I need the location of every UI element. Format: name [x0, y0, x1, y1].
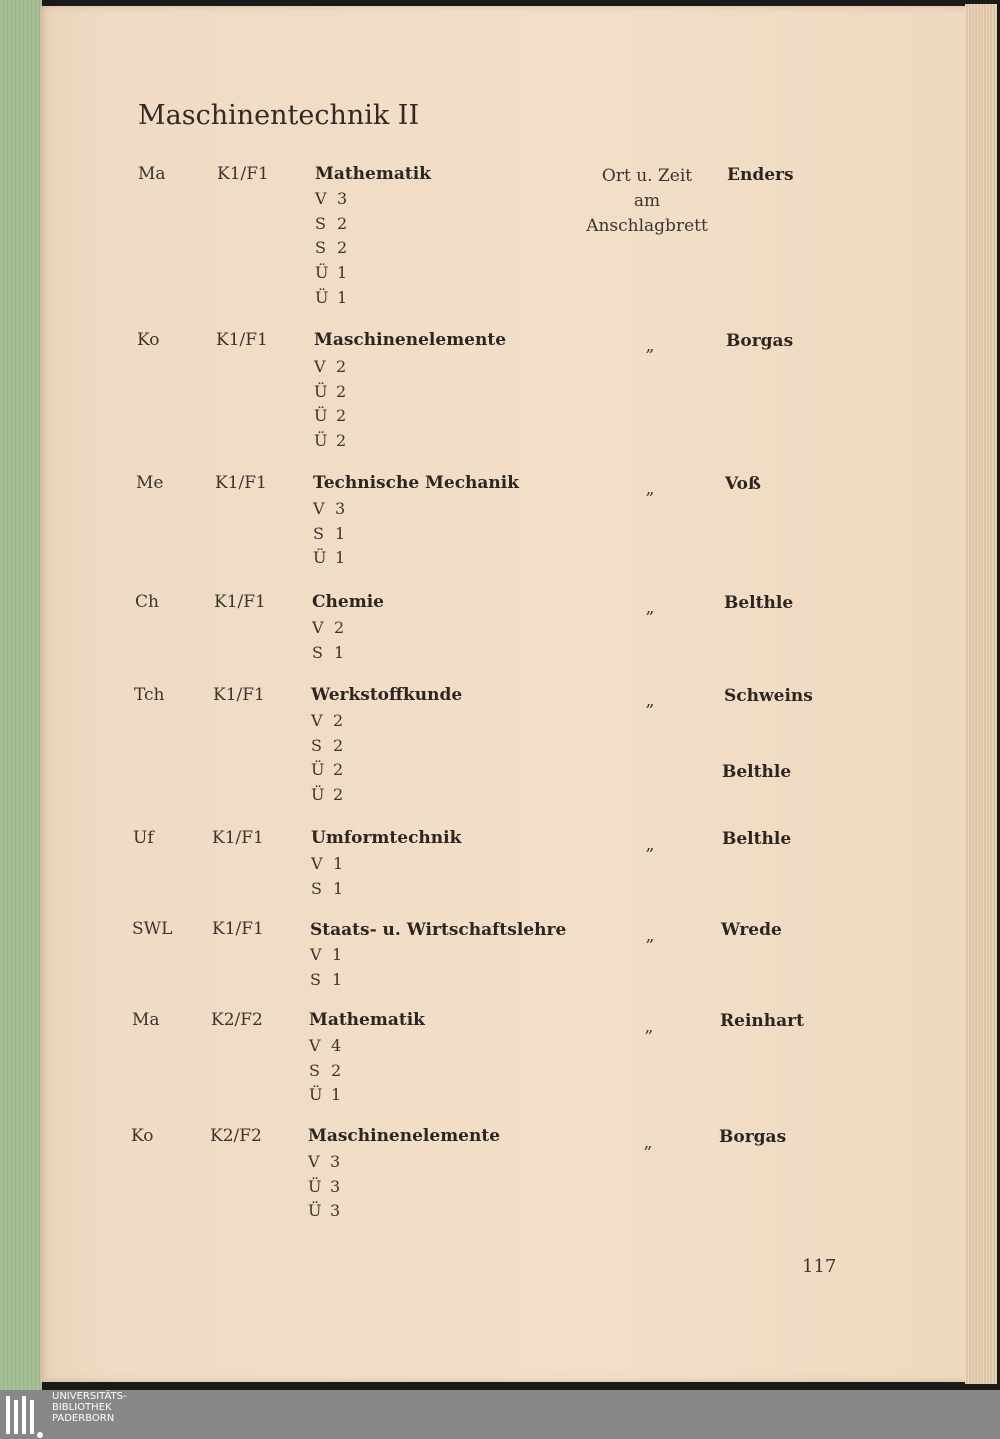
hour-type: Ü	[314, 406, 329, 426]
hour-row	[314, 357, 347, 382]
entry-abbreviation: Uf	[133, 828, 154, 848]
hour-type: V	[310, 945, 323, 964]
hour-count: 1	[331, 1085, 343, 1105]
entry-course: K1/F1	[214, 592, 266, 612]
entry-hours	[314, 357, 347, 456]
entry-hours	[311, 854, 344, 903]
entry-hours	[309, 1036, 342, 1110]
page-title: Maschinentechnik II	[138, 100, 420, 131]
hour-type: Ü	[314, 431, 329, 451]
entry-abbreviation: Tch	[134, 685, 165, 705]
hour-count: 1	[332, 969, 344, 989]
entry-course: K1/F1	[215, 473, 267, 493]
hour-count: 3	[330, 1176, 342, 1196]
hour-type: S	[315, 238, 327, 258]
page-number: 117	[802, 1256, 837, 1277]
ditto-mark: „	[645, 835, 655, 855]
hour-type: Ü	[309, 1085, 324, 1105]
entry-subject: Mathematik	[309, 1010, 425, 1030]
entry-subject: Mathematik	[315, 164, 431, 184]
entry-course: K1/F1	[212, 919, 264, 939]
entry-abbreviation: Ko	[137, 330, 160, 350]
hour-type: V	[311, 854, 324, 873]
entry-course: K1/F1	[216, 330, 268, 350]
hour-count: 2	[334, 618, 346, 637]
entry-subject: Staats- u. Wirtschaftslehre	[310, 920, 567, 940]
hour-row	[315, 263, 348, 288]
ditto-mark: „	[645, 691, 655, 711]
hour-count: 1	[337, 287, 349, 307]
hour-type: V	[314, 357, 327, 376]
hour-row	[315, 288, 348, 313]
hour-type: S	[313, 523, 325, 543]
hour-count: 2	[333, 785, 345, 805]
entry-abbreviation: Me	[136, 473, 164, 493]
entry-teacher: Borgas	[726, 331, 794, 351]
page-edges	[965, 4, 997, 1384]
hour-row	[313, 499, 346, 524]
hour-count: 1	[335, 523, 347, 543]
hour-count: 3	[337, 189, 349, 208]
hour-type: V	[309, 1036, 322, 1055]
entry-abbreviation: Ko	[131, 1126, 154, 1146]
ditto-mark: „	[643, 1133, 653, 1153]
place-note	[567, 164, 727, 239]
hour-row	[309, 1036, 342, 1061]
hour-type: Ü	[314, 381, 329, 401]
hour-count: 2	[336, 431, 348, 451]
hour-row	[308, 1177, 341, 1202]
hour-row	[311, 854, 344, 879]
hour-type: Ü	[308, 1201, 323, 1221]
hour-type: V	[308, 1152, 321, 1171]
hour-row	[308, 1152, 341, 1177]
library-logo-text	[52, 1391, 127, 1424]
hour-type: Ü	[311, 760, 326, 780]
hour-count: 4	[331, 1036, 343, 1055]
entry-teacher: Reinhart	[720, 1011, 804, 1031]
hour-row	[312, 643, 345, 668]
hour-count: 2	[336, 381, 348, 401]
hour-row	[308, 1201, 341, 1226]
hour-count: 2	[336, 406, 348, 426]
hour-row	[315, 238, 348, 263]
hour-count: 2	[333, 711, 345, 730]
entry-teacher: Schweins	[724, 686, 813, 706]
hour-row	[311, 760, 344, 785]
entry-hours	[311, 711, 344, 810]
library-footer	[0, 1390, 1000, 1439]
hour-row	[313, 524, 346, 549]
hour-count: 2	[333, 735, 345, 755]
hour-type: V	[311, 711, 324, 730]
hour-row	[310, 970, 343, 995]
hour-row	[315, 214, 348, 239]
hour-type: S	[311, 878, 323, 898]
hour-type: S	[315, 213, 327, 233]
hour-type: Ü	[311, 785, 326, 805]
hour-row	[310, 945, 343, 970]
place-note-line: am	[633, 191, 661, 211]
hour-row	[311, 785, 344, 810]
entry-abbreviation: SWL	[132, 919, 173, 939]
hour-count: 2	[336, 357, 348, 376]
hour-count: 3	[330, 1201, 342, 1221]
hour-type: Ü	[315, 263, 330, 283]
hour-count: 1	[337, 263, 349, 283]
hour-row	[313, 548, 346, 573]
book-page	[40, 6, 970, 1382]
library-line: BIBLIOTHEK	[52, 1402, 112, 1413]
hour-count: 3	[330, 1152, 342, 1171]
entry-teacher-secondary: Belthle	[722, 762, 792, 782]
entry-course: K1/F1	[212, 828, 264, 848]
library-line: PADERBORN	[52, 1413, 115, 1424]
entry-subject: Maschinenelemente	[308, 1126, 501, 1146]
entry-course: K1/F1	[217, 164, 269, 184]
hour-count: 1	[332, 945, 344, 964]
hour-count: 1	[334, 642, 346, 662]
hour-count: 2	[333, 760, 345, 780]
entry-teacher: Belthle	[722, 829, 792, 849]
hour-row	[315, 189, 348, 214]
entry-teacher: Voß	[725, 474, 761, 494]
entry-subject: Technische Mechanik	[313, 473, 520, 493]
hour-row	[312, 618, 345, 643]
hour-count: 1	[333, 878, 345, 898]
hour-type: S	[309, 1060, 321, 1080]
book-binding	[0, 0, 42, 1390]
hour-type: Ü	[315, 287, 330, 307]
hour-count: 3	[335, 499, 347, 518]
hour-count: 1	[333, 854, 345, 873]
hour-row	[314, 382, 347, 407]
entry-teacher: Enders	[727, 165, 794, 185]
ditto-mark: „	[645, 336, 655, 356]
ditto-mark: „	[645, 926, 655, 946]
hour-type: V	[312, 618, 325, 637]
hour-count: 2	[331, 1060, 343, 1080]
hour-type: S	[311, 735, 323, 755]
hour-type: S	[312, 642, 324, 662]
hour-type: Ü	[308, 1176, 323, 1196]
hour-row	[309, 1061, 342, 1086]
hour-row	[309, 1085, 342, 1110]
hour-type: Ü	[313, 548, 328, 568]
entry-abbreviation: Ma	[138, 164, 166, 184]
entry-subject: Umformtechnik	[311, 828, 462, 848]
ditto-mark: „	[645, 479, 655, 499]
entry-course: K2/F2	[211, 1010, 263, 1030]
entry-hours	[313, 499, 346, 573]
entry-abbreviation: Ch	[135, 592, 159, 612]
entry-subject: Chemie	[312, 592, 384, 612]
entry-teacher: Borgas	[719, 1127, 787, 1147]
hour-row	[314, 431, 347, 456]
hour-type: V	[315, 189, 328, 208]
hour-count: 2	[337, 238, 349, 258]
place-note-line: Anschlagbrett	[586, 216, 708, 236]
ditto-mark: „	[645, 598, 655, 618]
entry-subject: Werkstoffkunde	[311, 685, 463, 705]
entry-abbreviation: Ma	[132, 1010, 160, 1030]
hour-row	[311, 879, 344, 904]
entry-course: K1/F1	[213, 685, 265, 705]
hour-count: 1	[335, 548, 347, 568]
entry-hours	[312, 618, 345, 667]
hour-row	[314, 406, 347, 431]
hour-row	[311, 736, 344, 761]
entry-hours	[308, 1152, 341, 1226]
ditto-mark: „	[644, 1017, 654, 1037]
entry-hours	[310, 945, 343, 994]
entry-subject: Maschinenelemente	[314, 330, 507, 350]
hour-count: 2	[337, 213, 349, 233]
library-line: UNIVERSITÄTS-	[52, 1391, 127, 1402]
hour-row	[311, 711, 344, 736]
hour-type: S	[310, 969, 322, 989]
entry-teacher: Wrede	[721, 920, 782, 940]
place-note-line: Ort u. Zeit	[601, 166, 693, 186]
entry-course: K2/F2	[210, 1126, 262, 1146]
entry-teacher: Belthle	[724, 593, 794, 613]
entry-hours	[315, 189, 348, 312]
hour-type: V	[313, 499, 326, 518]
